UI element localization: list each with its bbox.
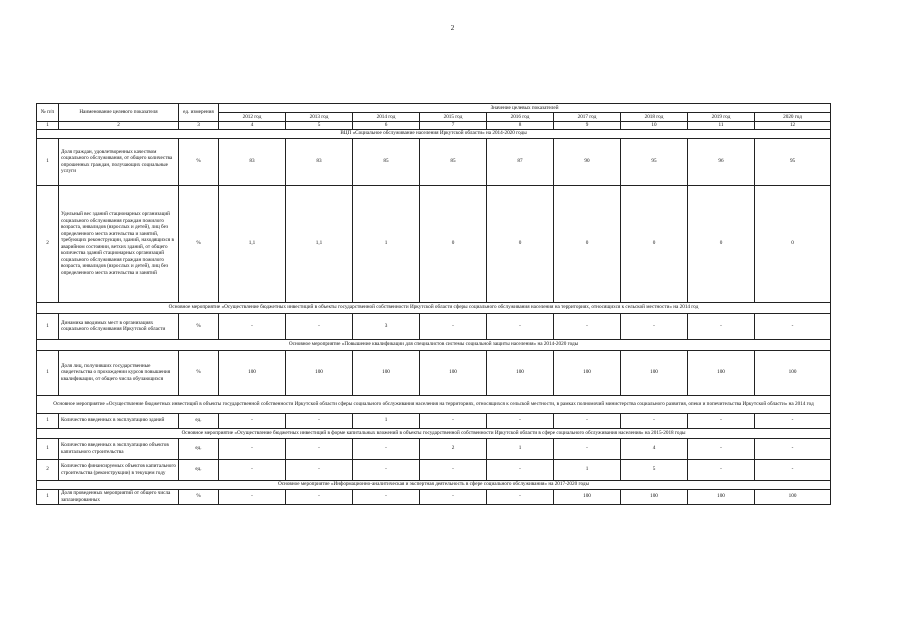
value-cell: - xyxy=(420,413,487,428)
value-cell: 0 xyxy=(688,185,755,302)
header-unit: ед. измерения xyxy=(179,104,219,122)
section-title: Основное мероприятие «Осуществление бюджетных инвестиций в форме капитальных вложений в объекты государственной собственности Иркутской области в сфере социального обслуживания населения» на 2015-2018 годы xyxy=(37,428,831,438)
value-cell: 1 xyxy=(353,413,420,428)
section-title: ВЦП «Социальное обслуживание населения Иркутской области» на 2014-2020 годы xyxy=(37,129,831,138)
value-cell: - xyxy=(487,489,554,504)
value-cell: - xyxy=(621,413,688,428)
unit: ед. xyxy=(179,438,219,459)
section-row xyxy=(37,480,831,489)
value-cell: 1,1 xyxy=(219,185,286,302)
header-year: 2018 год xyxy=(621,113,688,122)
value-cell: - xyxy=(487,459,554,480)
header-year: 2013 год xyxy=(286,113,353,122)
value-cell: - xyxy=(621,313,688,339)
value-cell: - xyxy=(554,413,621,428)
row-number: 1 xyxy=(37,489,59,504)
header-year: 2017 год xyxy=(554,113,621,122)
table-row xyxy=(37,185,831,302)
value-cell: 95 xyxy=(755,138,831,185)
column-number: 5 xyxy=(286,122,353,130)
value-cell: 1 xyxy=(487,438,554,459)
header-year: 2015 год xyxy=(420,113,487,122)
value-cell: 0 xyxy=(420,185,487,302)
page-number: 2 xyxy=(450,24,455,32)
value-cell: - xyxy=(286,489,353,504)
indicator-name: Удельный вес зданий стационарных организаций социального обслуживания граждан пожилого возраста, инвалидов (взрослых и детей), лиц без определенного места жительства и занятий, требующих реконструкции, зданий, находящихся в аварийном состоянии, ветхих зданий, от общего количества зданий стационарных организаций социального обслуживания граждан пожилого возраста, инвалидов (взрослых и детей), лиц без определенного места жительства и занятий xyxy=(59,185,179,302)
value-cell: 100 xyxy=(487,350,554,395)
row-number: 1 xyxy=(37,413,59,428)
value-cell: - xyxy=(219,459,286,480)
section-title: Основное мероприятие «Информационно-аналитическая и экспертная деятельность в сфере социального обслуживания» на 2017-2020 годы xyxy=(37,480,831,489)
section-row xyxy=(37,339,831,350)
value-cell: 100 xyxy=(420,350,487,395)
row-number: 1 xyxy=(37,138,59,185)
row-number: 1 xyxy=(37,313,59,339)
value-cell: 5 xyxy=(621,459,688,480)
indicator-name: Доля граждан, удовлетворенных качеством социального обслуживания, от общего количества опрошенных граждан, получающих социальные услуги xyxy=(59,138,179,185)
value-cell: - xyxy=(688,313,755,339)
value-cell: 83 xyxy=(219,138,286,185)
value-cell: 0 xyxy=(621,185,688,302)
column-number: 2 xyxy=(59,122,179,130)
value-cell: - xyxy=(420,459,487,480)
header-name: Наименование целевого показателя xyxy=(59,104,179,122)
column-number: 1 xyxy=(37,122,59,130)
value-cell: - xyxy=(219,438,286,459)
value-cell: - xyxy=(219,489,286,504)
section-title: Основное мероприятие «Осуществление бюджетных инвестиций в объекты государственной собственности Иркутской области сферы социального обслуживания населения на территориях, относящихся к сельской местности, в рамках полномочий министерства социального развития, опеки и попечительства Иркутской области» на 2014 год xyxy=(37,395,831,413)
value-cell: 90 xyxy=(554,138,621,185)
table-row xyxy=(37,138,831,185)
column-number: 12 xyxy=(755,122,831,130)
header-year: 2016 год xyxy=(487,113,554,122)
unit: % xyxy=(179,185,219,302)
value-cell: 1 xyxy=(554,459,621,480)
value-cell: 100 xyxy=(219,350,286,395)
value-cell: - xyxy=(755,438,831,459)
table-row xyxy=(37,413,831,428)
value-cell: 85 xyxy=(353,138,420,185)
value-cell: - xyxy=(554,438,621,459)
value-cell: 96 xyxy=(688,138,755,185)
value-cell: - xyxy=(353,489,420,504)
row-number: 1 xyxy=(37,350,59,395)
value-cell: - xyxy=(286,413,353,428)
value-cell: 100 xyxy=(688,489,755,504)
value-cell: 100 xyxy=(286,350,353,395)
value-cell: - xyxy=(755,459,831,480)
row-number: 2 xyxy=(37,459,59,480)
value-cell: 100 xyxy=(621,350,688,395)
unit: % xyxy=(179,138,219,185)
value-cell: - xyxy=(554,313,621,339)
unit: % xyxy=(179,489,219,504)
value-cell: - xyxy=(688,413,755,428)
column-number: 11 xyxy=(688,122,755,130)
value-cell: - xyxy=(688,459,755,480)
value-cell: 100 xyxy=(554,350,621,395)
value-cell: 100 xyxy=(755,350,831,395)
column-number: 3 xyxy=(179,122,219,130)
value-cell: 2 xyxy=(420,438,487,459)
indicator-name: Количество введенных в эксплуатацию зданий xyxy=(59,413,179,428)
column-number: 4 xyxy=(219,122,286,130)
section-row xyxy=(37,129,831,138)
value-cell: - xyxy=(286,313,353,339)
column-number: 7 xyxy=(420,122,487,130)
indicator-name: Количество введенных в эксплуатацию объектов капитального строительства xyxy=(59,438,179,459)
value-cell: - xyxy=(353,438,420,459)
section-row xyxy=(37,302,831,313)
unit: % xyxy=(179,313,219,339)
value-cell: - xyxy=(286,459,353,480)
unit: ед. xyxy=(179,459,219,480)
indicators-table xyxy=(36,103,831,505)
value-cell: 3 xyxy=(353,313,420,339)
indicator-name: Доля проведенных мероприятий от общего числа запланированных xyxy=(59,489,179,504)
unit: ед. xyxy=(179,413,219,428)
header-values: Значение целевых показателей xyxy=(219,104,831,113)
column-number: 8 xyxy=(487,122,554,130)
header-num: № п/п xyxy=(37,104,59,122)
header-year: 2020 год xyxy=(755,113,831,122)
value-cell: - xyxy=(219,413,286,428)
indicator-name: Доля лиц, получивших государственные свидетельства о прохождении курсов повышения квалификации, от общего числа обучающихся xyxy=(59,350,179,395)
section-title: Основное мероприятие «Повышение квалификации для специалистов системы социальной защиты населения» на 2014-2020 годы xyxy=(37,339,831,350)
indicator-name: Количество финансируемых объектов капитального строительства (реконструкции) в текущем году xyxy=(59,459,179,480)
header-year: 2019 год xyxy=(688,113,755,122)
value-cell: - xyxy=(487,313,554,339)
value-cell: - xyxy=(487,413,554,428)
value-cell: - xyxy=(420,489,487,504)
value-cell: - xyxy=(755,413,831,428)
value-cell: - xyxy=(286,438,353,459)
value-cell: - xyxy=(420,313,487,339)
indicator-name: Динамика вводимых мест в организациях социального обслуживания Иркутской области xyxy=(59,313,179,339)
value-cell: 100 xyxy=(621,489,688,504)
value-cell: - xyxy=(755,313,831,339)
column-number: 10 xyxy=(621,122,688,130)
value-cell: - xyxy=(688,438,755,459)
section-row xyxy=(37,428,831,438)
value-cell: 0 xyxy=(755,185,831,302)
table-row xyxy=(37,438,831,459)
value-cell: 1,1 xyxy=(286,185,353,302)
value-cell: 4 xyxy=(621,438,688,459)
unit: % xyxy=(179,350,219,395)
value-cell: 100 xyxy=(353,350,420,395)
column-number: 9 xyxy=(554,122,621,130)
section-title: Основное мероприятие «Осуществление бюджетных инвестиций в объекты государственной собственности Иркутской области сферы социального обслуживания населения на территориях, относящихся к сельской местности» на 2014 год xyxy=(37,302,831,313)
value-cell: 0 xyxy=(487,185,554,302)
table-row xyxy=(37,350,831,395)
table-row xyxy=(37,489,831,504)
row-number: 1 xyxy=(37,438,59,459)
header-year: 2012 год xyxy=(219,113,286,122)
value-cell: 85 xyxy=(420,138,487,185)
value-cell: 95 xyxy=(621,138,688,185)
header-year: 2014 год xyxy=(353,113,420,122)
value-cell: 100 xyxy=(554,489,621,504)
value-cell: 100 xyxy=(755,489,831,504)
value-cell: 83 xyxy=(286,138,353,185)
section-row xyxy=(37,395,831,413)
table-row xyxy=(37,313,831,339)
value-cell: 0 xyxy=(554,185,621,302)
row-number: 2 xyxy=(37,185,59,302)
column-number: 6 xyxy=(353,122,420,130)
value-cell: 87 xyxy=(487,138,554,185)
value-cell: - xyxy=(353,459,420,480)
value-cell: - xyxy=(219,313,286,339)
value-cell: 1 xyxy=(353,185,420,302)
value-cell: 100 xyxy=(688,350,755,395)
table-row xyxy=(37,459,831,480)
